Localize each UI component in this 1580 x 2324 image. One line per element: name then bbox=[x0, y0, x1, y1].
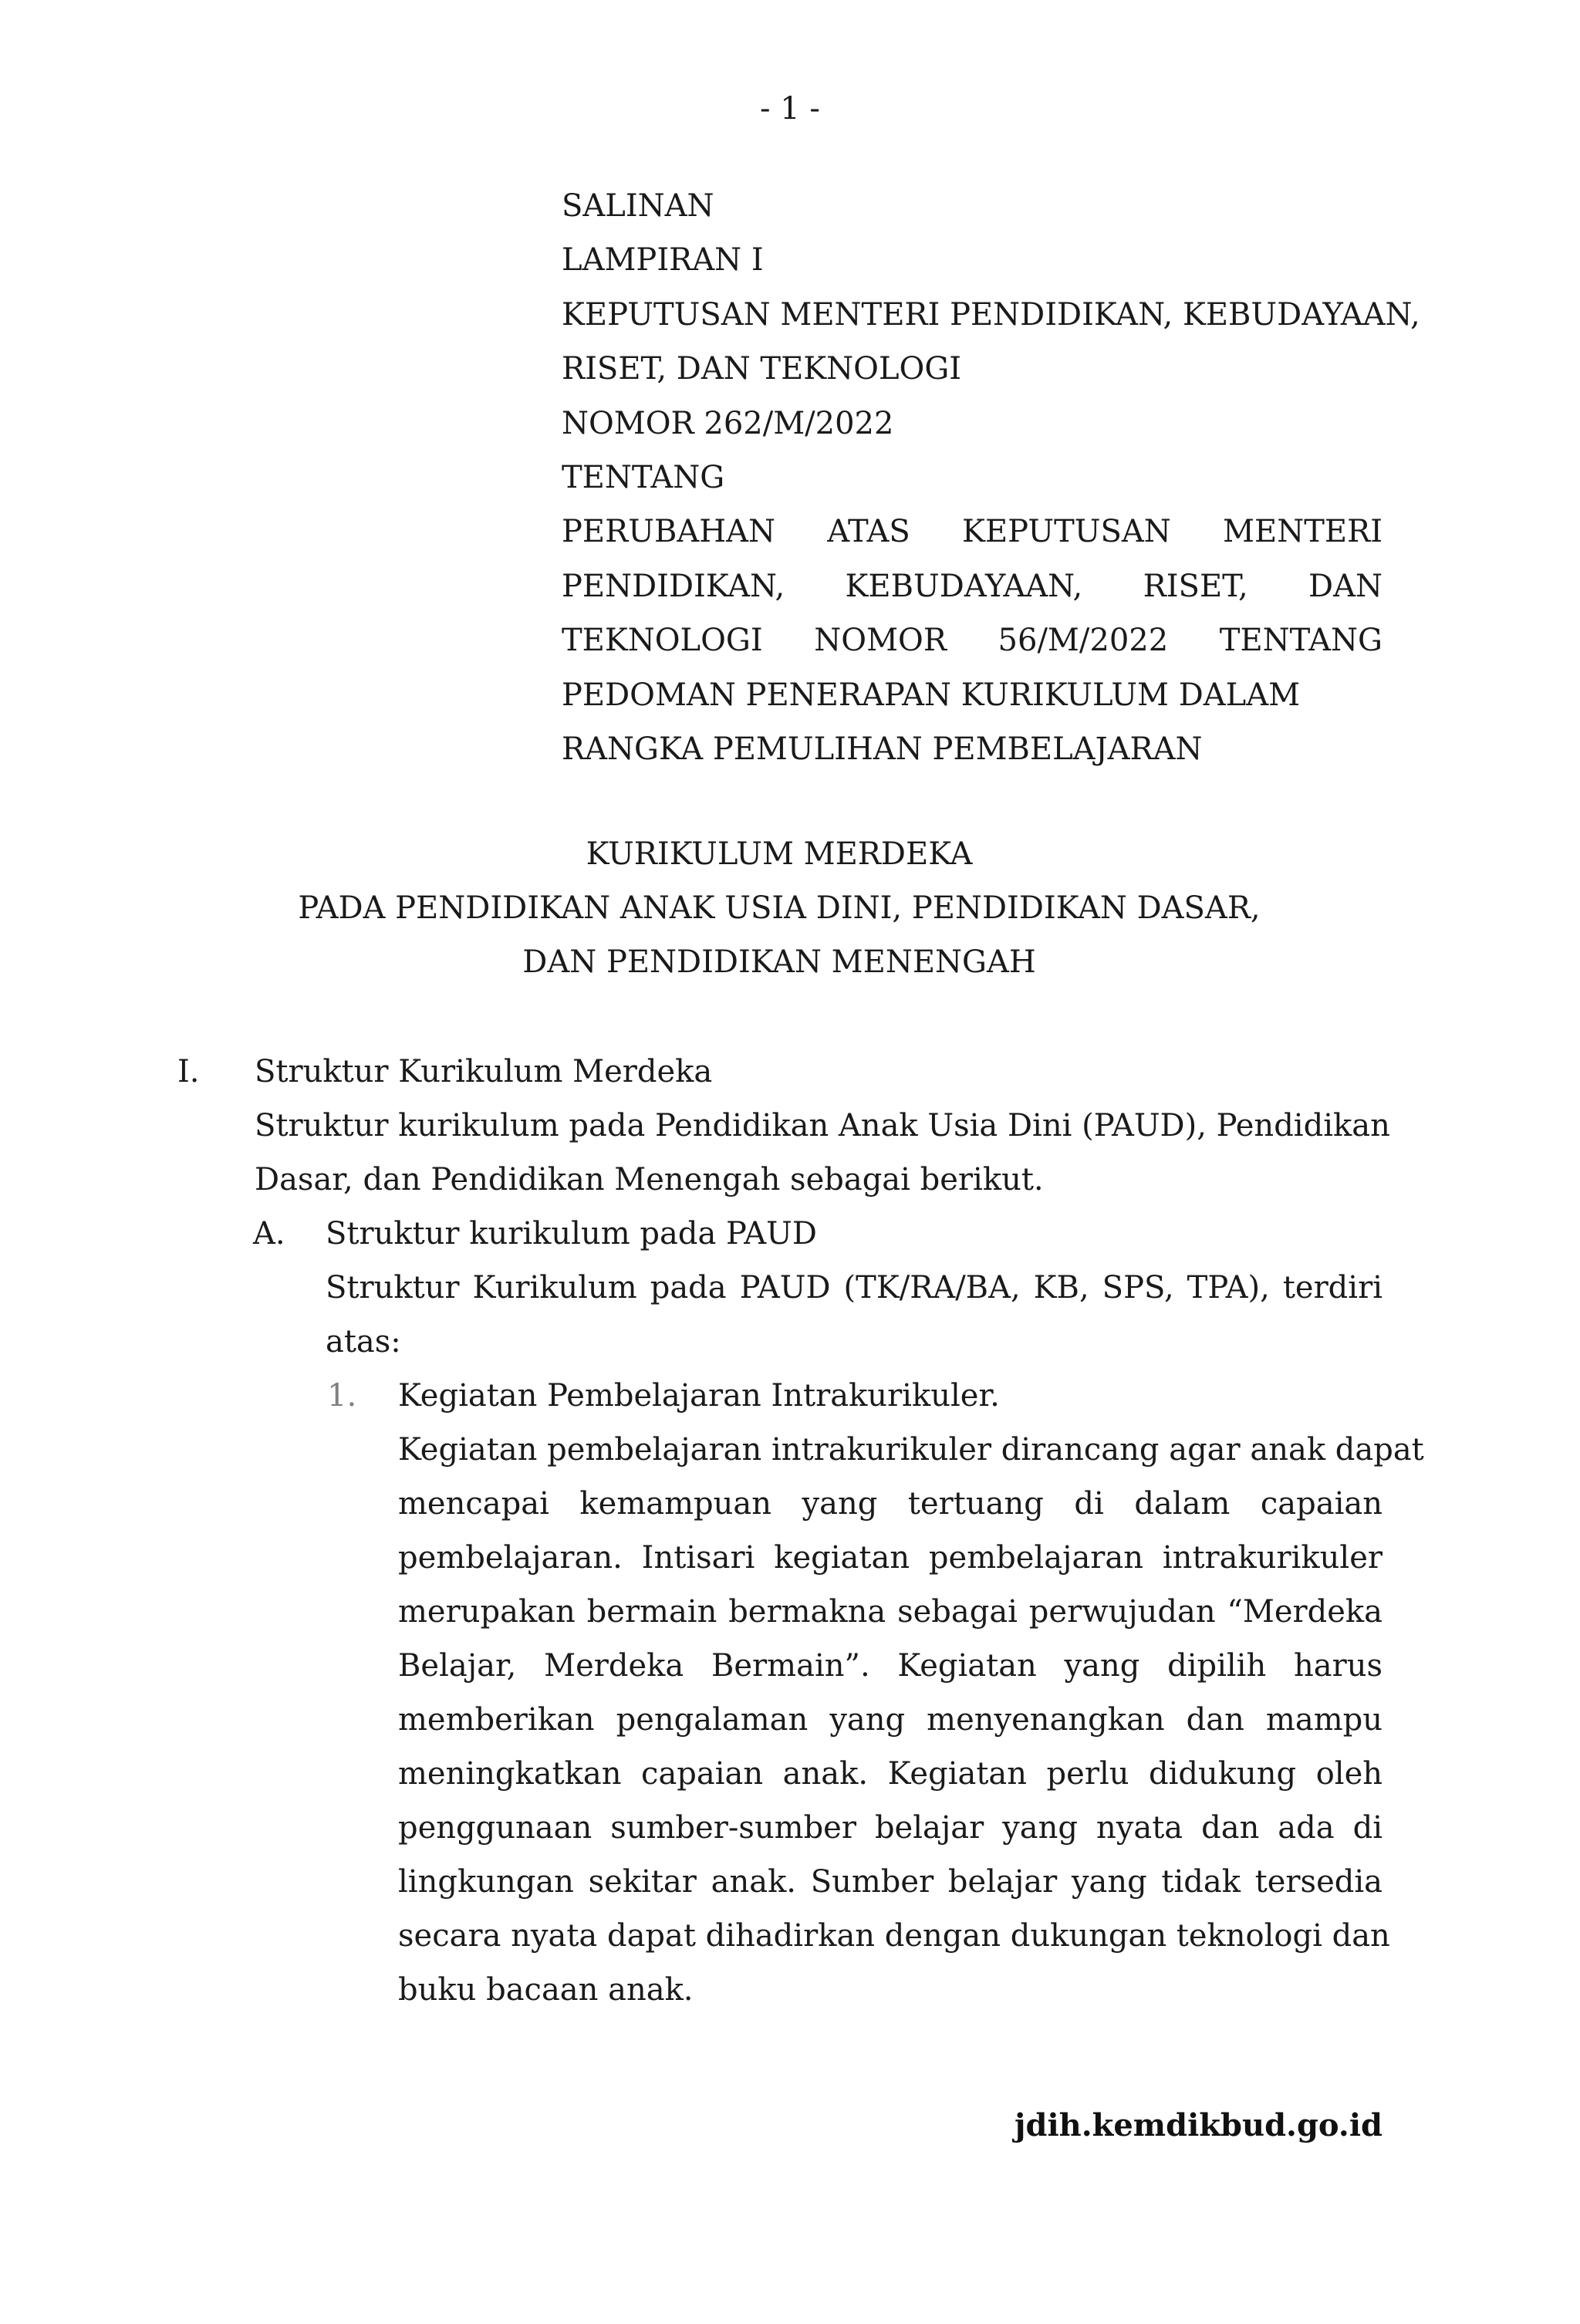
paragraph-line: Belajar, Merdeka Bermain”. Kegiatan yang dipilih harus bbox=[398, 1648, 1382, 1684]
paragraph-line: Kegiatan pembelajaran intrakurikuler dirancang agar anak dapat bbox=[398, 1432, 1424, 1468]
paragraph-line: Struktur Kurikulum pada PAUD (TK/RA/BA, KB, SPS, TPA), terdiri bbox=[326, 1270, 1382, 1306]
footer-url: jdih.kemdikbud.go.id bbox=[1015, 2107, 1382, 2143]
header-line-attachment: LAMPIRAN I bbox=[562, 242, 764, 279]
paragraph-line: Dasar, dan Pendidikan Menengah sebagai berikut. bbox=[255, 1162, 1044, 1197]
header-line-decree: KEPUTUSAN MENTERI PENDIDIKAN, KEBUDAYAAN, bbox=[562, 296, 1420, 333]
paragraph-line: memberikan pengalaman yang menyenangkan dan mampu bbox=[398, 1702, 1382, 1738]
title-line: KURIKULUM MERDEKA bbox=[586, 836, 973, 872]
section-a-paragraph bbox=[326, 1261, 1382, 1369]
item-1-heading: Kegiatan Pembelajaran Intrakurikuler. bbox=[398, 1378, 1000, 1414]
header-line-ministry: RISET, DAN TEKNOLOGI bbox=[562, 351, 962, 387]
paragraph-line: mencapai kemampuan yang tertuang di dalam capaian bbox=[398, 1486, 1382, 1522]
paragraph-line: buku bacaan anak. bbox=[398, 1972, 694, 2008]
item-1-marker: 1. bbox=[327, 1378, 357, 1414]
section-i-paragraph bbox=[255, 1099, 1390, 1207]
title-line: PADA PENDIDIKAN ANAK USIA DINI, PENDIDIKAN DASAR, bbox=[298, 890, 1261, 926]
section-i-heading: Struktur Kurikulum Merdeka bbox=[255, 1054, 713, 1089]
header-line-about: TENTANG bbox=[562, 460, 725, 496]
header-line-subject: PEDOMAN PENERAPAN KURIKULUM DALAM bbox=[562, 677, 1301, 713]
section-i-marker: I. bbox=[177, 1054, 200, 1089]
header-line-subject: TEKNOLOGI NOMOR 56/M/2022 TENTANG bbox=[562, 623, 1382, 659]
paragraph-line: atas: bbox=[326, 1324, 401, 1360]
title-line: DAN PENDIDIKAN MENENGAH bbox=[522, 944, 1036, 980]
paragraph-line: penggunaan sumber-sumber belajar yang nyata dan ada di bbox=[398, 1810, 1382, 1846]
section-a-heading: Struktur kurikulum pada PAUD bbox=[326, 1216, 817, 1252]
paragraph-line: merupakan bermain bermakna sebagai perwujudan “Merdeka bbox=[398, 1594, 1382, 1630]
document-title bbox=[0, 827, 1558, 989]
header-line-subject: RANGKA PEMULIHAN PEMBELAJARAN bbox=[562, 731, 1203, 768]
document-header bbox=[562, 179, 1420, 776]
section-a-marker: A. bbox=[253, 1216, 285, 1252]
paragraph-line: Struktur kurikulum pada Pendidikan Anak Usia Dini (PAUD), Pendidikan bbox=[255, 1108, 1390, 1143]
paragraph-line: meningkatkan capaian anak. Kegiatan perlu didukung oleh bbox=[398, 1756, 1382, 1792]
header-line-subject: PENDIDIKAN, KEBUDAYAAN, RISET, DAN bbox=[562, 568, 1382, 604]
item-1-paragraph bbox=[398, 1423, 1424, 2017]
paragraph-line: lingkungan sekitar anak. Sumber belajar yang tidak tersedia bbox=[398, 1864, 1382, 1900]
header-line-number: NOMOR 262/M/2022 bbox=[562, 405, 894, 441]
paragraph-line: pembelajaran. Intisari kegiatan pembelajaran intrakurikuler bbox=[398, 1540, 1382, 1576]
paragraph-line: secara nyata dapat dihadirkan dengan dukungan teknologi dan bbox=[398, 1918, 1390, 1954]
header-line-subject: PERUBAHAN ATAS KEPUTUSAN MENTERI bbox=[562, 514, 1382, 550]
header-line-copy: SALINAN bbox=[562, 188, 714, 224]
page-number: - 1 - bbox=[760, 91, 820, 127]
